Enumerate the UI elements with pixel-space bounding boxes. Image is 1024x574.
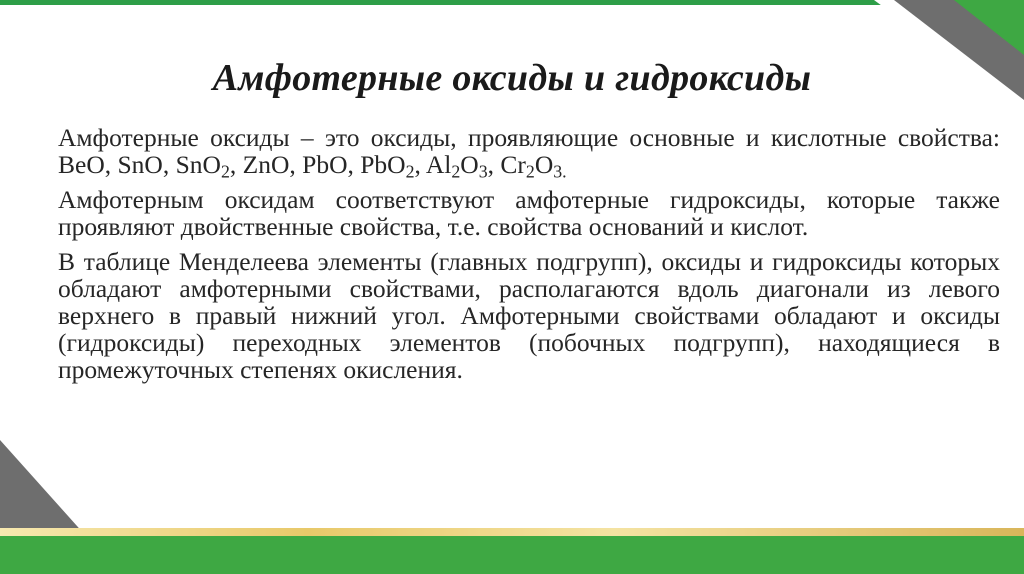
bottom-green-bar [0, 536, 1024, 574]
chemical-formula: SnO$_2$ [175, 150, 230, 182]
chemical-formula: ZnO [242, 150, 290, 179]
chemical-formula: SnO [117, 150, 163, 179]
paragraph-amphoteric-oxides [58, 123, 1000, 182]
paragraph-periodic-table: В таблице Менделеева элементы (главных подгрупп), оксиды и гидроксиды которых обладают амфотерными свойствами, располагаются вдоль диагонали из левого верхнего в правый нижний угол. Амфотерными свойствами обладают и оксиды (гидроксиды) переходных элементов (побочных подгрупп), находящиеся в промежуточных степенях окисления. [58, 247, 1000, 384]
paragraph-amphoteric-hydroxides: Амфотерным оксидам соответствуют амфотерные гидроксиды, которые также проявляют двойственные свойства, т.е. свойства оснований и кислот. [58, 185, 1000, 241]
chemical-formula: PbO$_2$ [360, 150, 415, 182]
bottom-gold-stripe [0, 528, 1024, 536]
slide-title: Амфотерные оксиды и гидроксиды [212, 57, 812, 99]
chemical-formula: BeO [58, 150, 105, 179]
chemical-formula: $Al_2O_3$ [425, 150, 488, 182]
paragraph-1-text: Амфотерные оксиды – это оксиды, проявляющие основные и кислотные свойства: [58, 123, 1000, 152]
oxide-formula-list: BeO, SnO, SnO$_2$, ZnO, PbO, PbO$_2$, $Al_2O_3$, $Cr_2O_{3.}$ [58, 150, 567, 182]
top-accent-bar [0, 0, 1024, 5]
slide-body [58, 124, 1000, 391]
chemical-formula: PbO [302, 150, 348, 179]
chemical-formula: $Cr_2O_{3.}$ [500, 150, 567, 182]
